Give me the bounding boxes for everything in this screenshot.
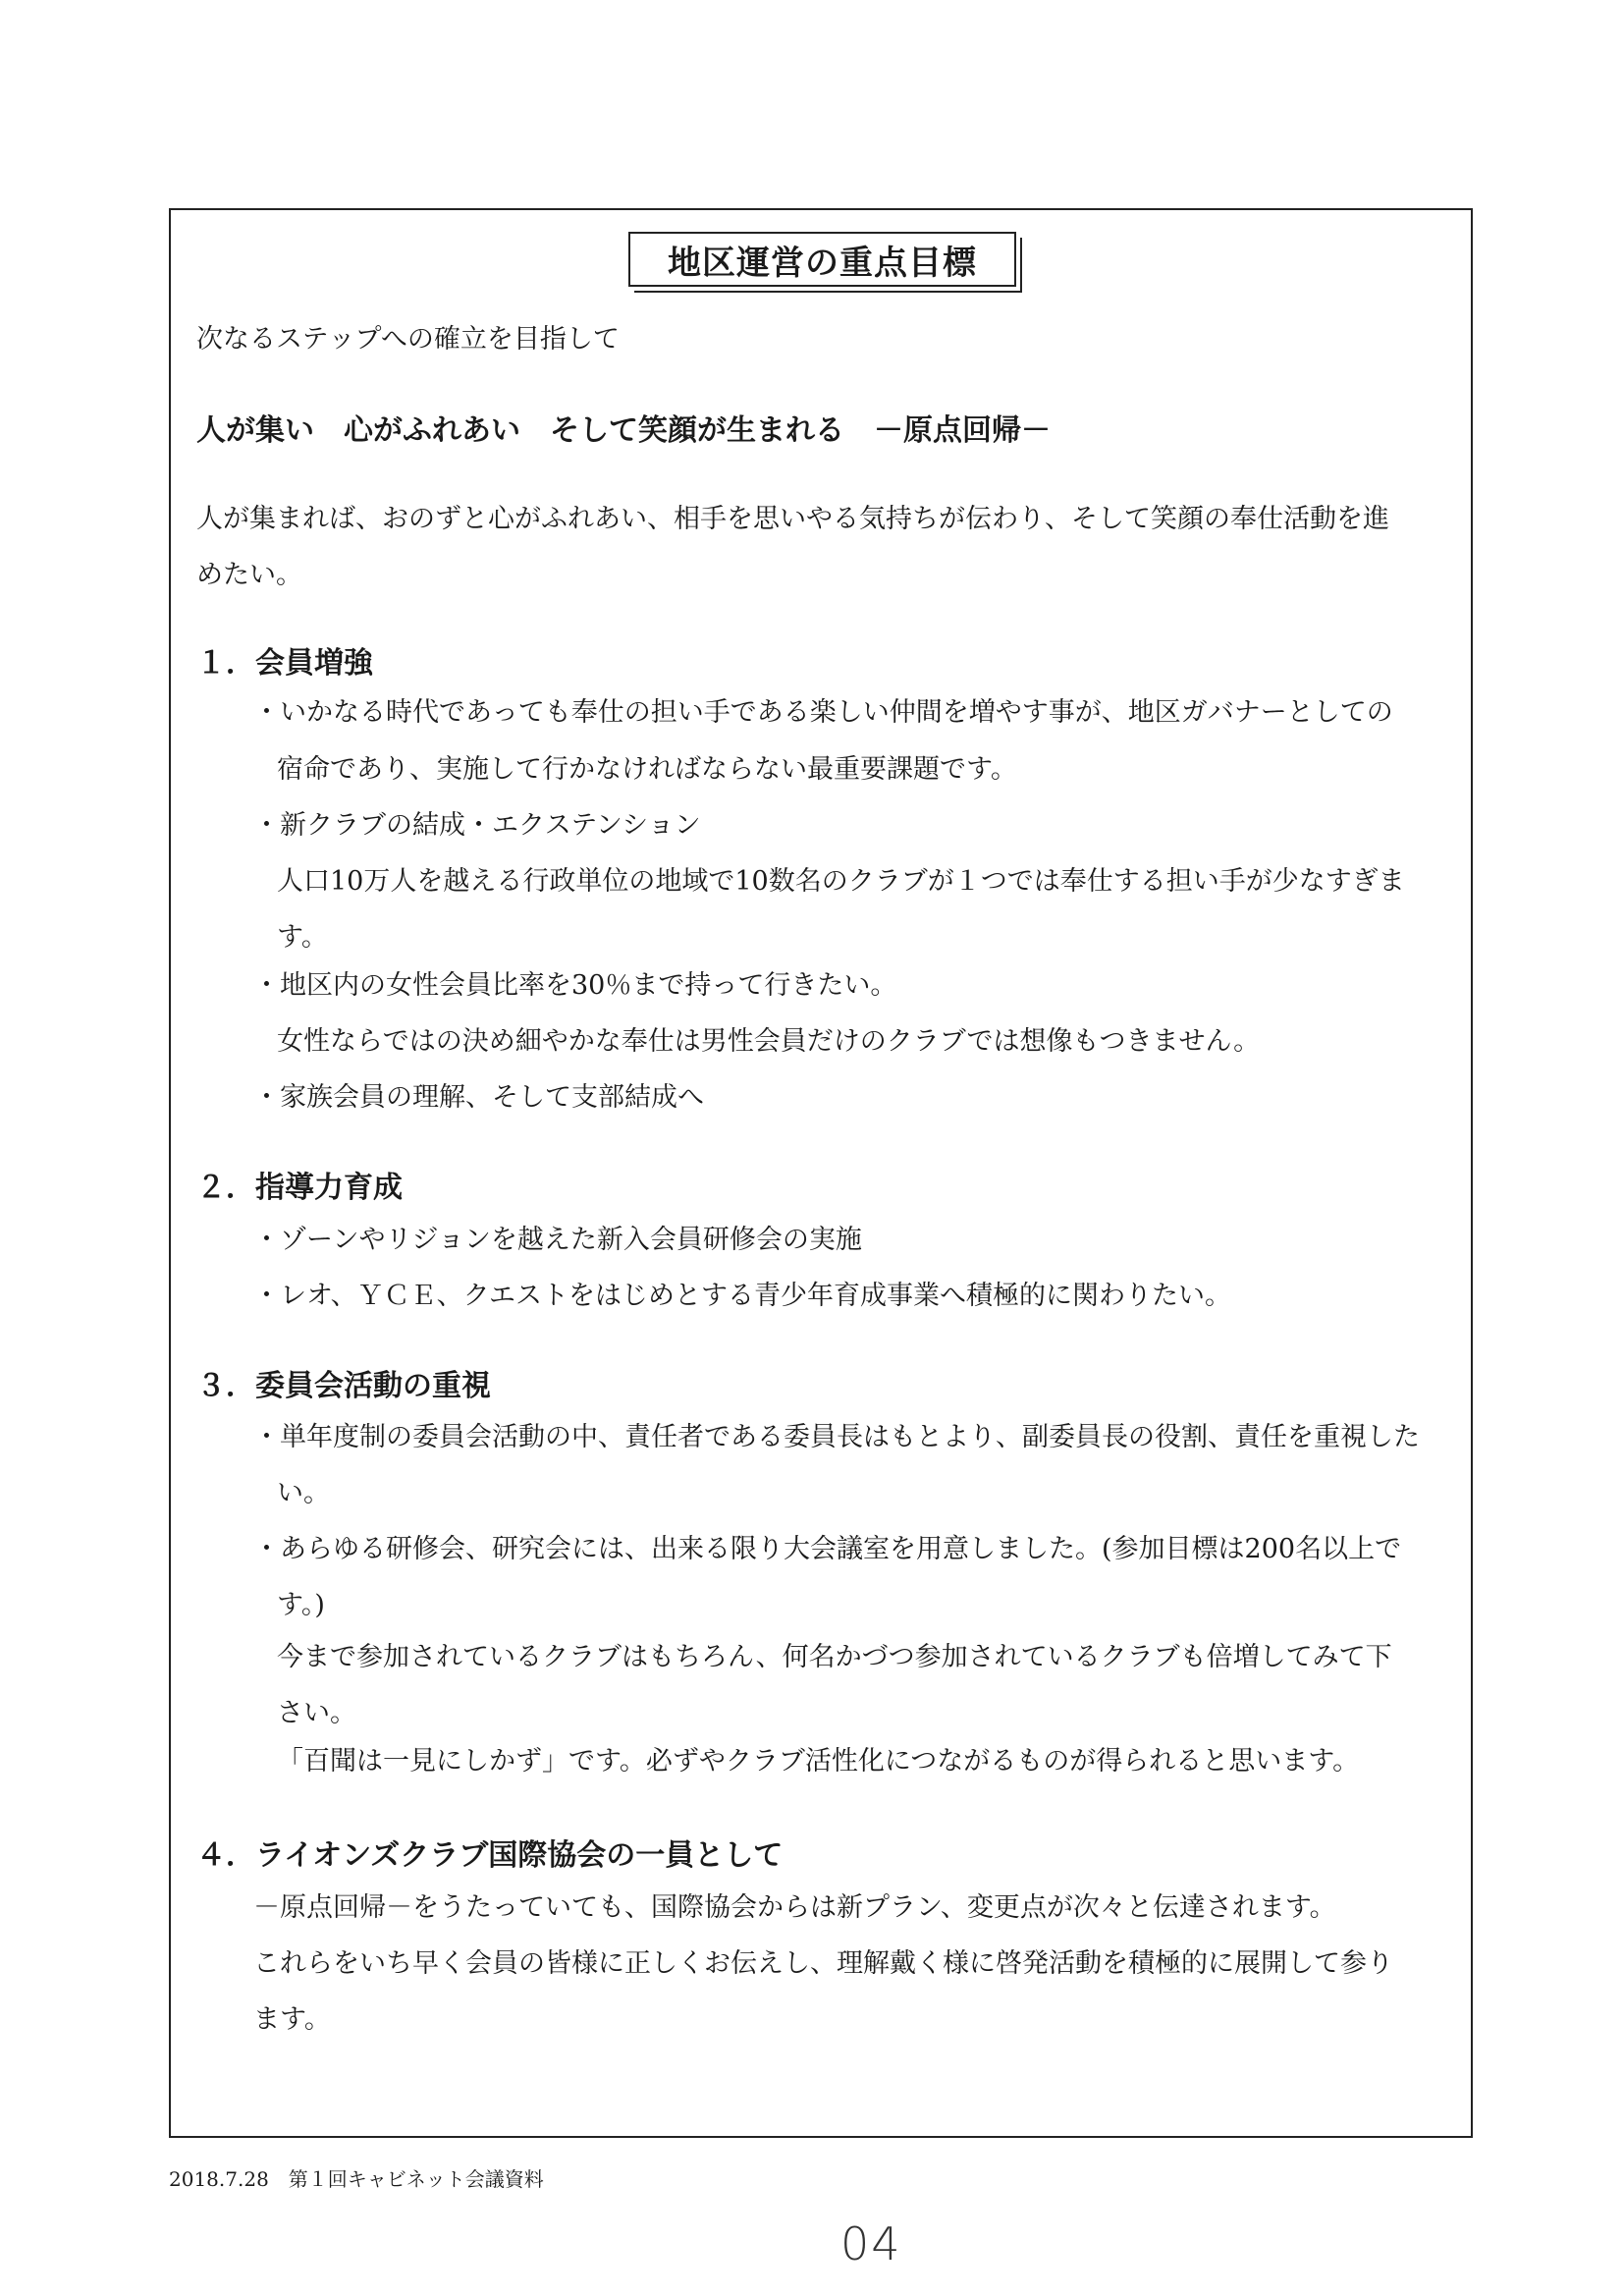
section-line: ・ゾーンやリジョンを越えた新入会員研修会の実施 <box>253 1225 862 1255</box>
section-line: これらをいち早く会員の皆様に正しくお伝えし、理解戴く様に啓発活動を積極的に展開して参り <box>253 1948 1393 1979</box>
section-heading: ２．指導力育成 <box>196 1171 403 1205</box>
section-line: 「百聞は一見にしかず」です。必ずやクラブ活性化につながるものが得られると思います。 <box>277 1746 1360 1777</box>
section-line: ・新クラブの結成・エクステンション <box>253 810 701 841</box>
slogan: 人が集い 心がふれあい そして笑顔が生まれる －原点回帰－ <box>196 413 1051 448</box>
section-heading: ４．ライオンズクラブ国際協会の一員として <box>196 1838 784 1873</box>
page-title: 地区運営の重点目標 <box>628 232 1016 287</box>
section-line: い。 <box>277 1478 330 1508</box>
section-line: す。 <box>277 922 328 953</box>
section-line: さい。 <box>277 1698 356 1728</box>
section-line: 宿命であり、実施して行かなければならない最重要課題です。 <box>277 754 1017 785</box>
section-line: ・家族会員の理解、そして支部結成へ <box>253 1082 704 1113</box>
section-line: 女性ならではの決め細やかな奉仕は男性会員だけのクラブでは想像もつきません。 <box>277 1026 1261 1057</box>
footer-text: 2018.7.28 第１回キャビネット会議資料 <box>169 2167 544 2191</box>
lead-line: めたい。 <box>196 560 302 590</box>
section-line: 人口10万人を越える行政単位の地域で10数名のクラブが１つでは奉仕する担い手が少なすぎま <box>277 866 1405 897</box>
section-line: ・単年度制の委員会活動の中、責任者である委員長はもとより、副委員長の役割、責任を重視した <box>253 1422 1420 1452</box>
section-line: ます。 <box>253 2004 331 2035</box>
section-heading: １．会員増強 <box>196 646 373 681</box>
section-line: す。) <box>277 1590 325 1620</box>
intro-text: 次なるステップへの確立を目指して <box>196 324 620 355</box>
section-line: －原点回帰－をうたっていても、国際協会からは新プラン、変更点が次々と伝達されます。 <box>253 1892 1336 1923</box>
section-line: ・地区内の女性会員比率を30％まで持って行きたい。 <box>253 970 897 1001</box>
lead-line: 人が集まれば、おのずと心がふれあい、相手を思いやる気持ちが伝わり、そして笑顔の奉仕活動を進 <box>196 504 1389 534</box>
section-line: ・レオ、ＹＣＥ、クエストをはじめとする青少年育成事業へ積極的に関わりたい。 <box>253 1281 1232 1311</box>
section-heading: ３．委員会活動の重視 <box>196 1369 491 1403</box>
section-line: 今まで参加されているクラブはもちろん、何名かづつ参加されているクラブも倍増してみて下 <box>277 1642 1392 1672</box>
section-line: ・いかなる時代であっても奉仕の担い手である楽しい仲間を増やす事が、地区ガバナーとしての <box>253 697 1393 728</box>
page-number: 04 <box>840 2217 902 2270</box>
section-line: ・あらゆる研修会、研究会には、出来る限り大会議室を用意しました。(参加目標は200名以上で <box>253 1534 1402 1564</box>
